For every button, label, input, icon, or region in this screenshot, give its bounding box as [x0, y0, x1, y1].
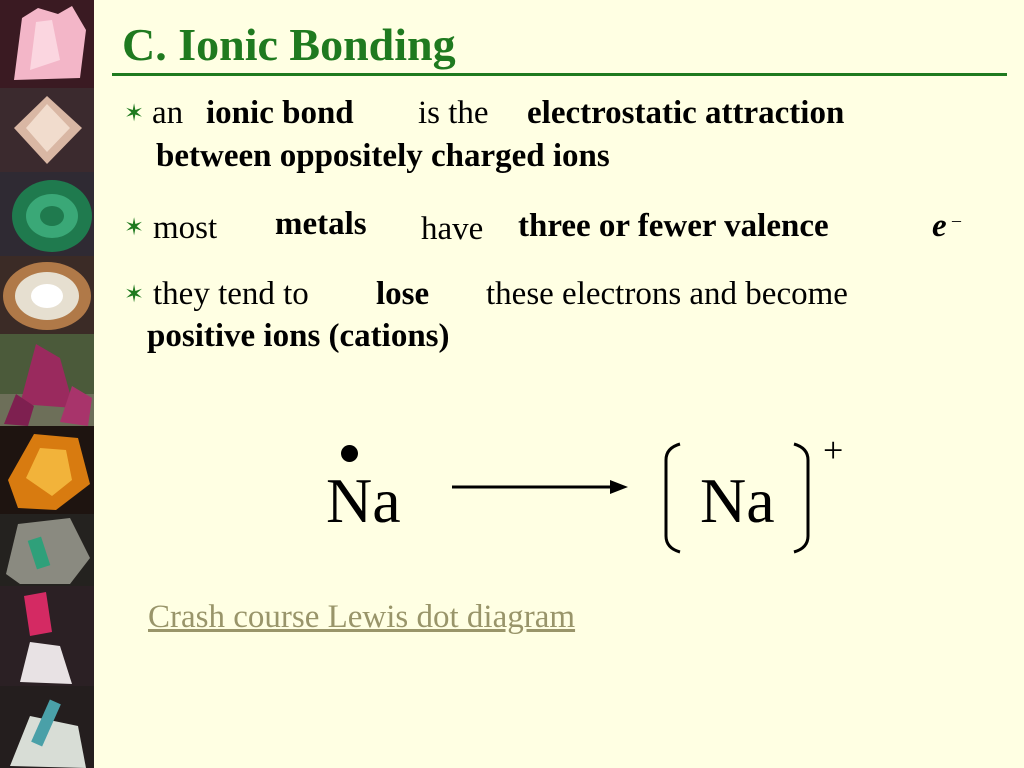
- malachite-image: [0, 172, 94, 256]
- slide-title: C. Ionic Bonding: [122, 19, 456, 70]
- crash-course-link[interactable]: Crash course Lewis dot diagram: [148, 599, 576, 635]
- bullet2-electron-symbol: e: [932, 208, 947, 244]
- bullet1-term-ionic-bond: ionic bond: [206, 95, 354, 131]
- sodium-atom-symbol: Na: [326, 465, 401, 536]
- pink-tourmaline-image: [0, 586, 94, 686]
- aquamarine-image: [0, 686, 94, 768]
- diamond-crystal-image: [0, 88, 94, 172]
- bullet3-term-positive-ions: positive ions (cations): [147, 318, 450, 354]
- bullet1-term-electrostatic-attraction: electrostatic attraction: [527, 95, 845, 131]
- star-bullet-icon: ✶: [124, 215, 145, 241]
- bullet2-term-metals: metals: [275, 206, 367, 242]
- valence-electron-dot: [341, 445, 358, 462]
- bullet2-text-have: have: [421, 211, 484, 247]
- right-bracket-icon: [790, 440, 814, 556]
- emerald-matrix-image: [0, 514, 94, 586]
- title-divider: [112, 73, 1007, 76]
- sodium-ion-symbol: Na: [700, 465, 775, 536]
- bullet2-electron-charge: –: [952, 210, 961, 230]
- bullet1-term-oppositely-charged: between oppositely charged ions: [156, 138, 610, 174]
- bullet3-term-lose: lose: [376, 276, 430, 312]
- left-bracket-icon: [660, 440, 684, 556]
- arrow-right-icon: [452, 478, 628, 496]
- rose-quartz-image: [0, 0, 94, 88]
- bullet2-term-valence: three or fewer valence: [518, 208, 829, 244]
- positive-charge-sign: +: [823, 430, 844, 470]
- purple-crystal-image: [0, 334, 94, 426]
- bullet1-text-an: an: [152, 95, 184, 131]
- star-bullet-icon: ✶: [124, 101, 145, 127]
- bullet3-text-become: these electrons and become: [486, 276, 848, 312]
- mineral-photo-strip: [0, 0, 94, 768]
- star-bullet-icon: ✶: [124, 282, 145, 308]
- agate-image: [0, 256, 94, 334]
- bullet1-text-is-the: is the: [418, 95, 489, 131]
- bullet3-text-tend: they tend to: [153, 276, 309, 312]
- bullet2-text-most: most: [153, 210, 218, 246]
- amber-image: [0, 426, 94, 514]
